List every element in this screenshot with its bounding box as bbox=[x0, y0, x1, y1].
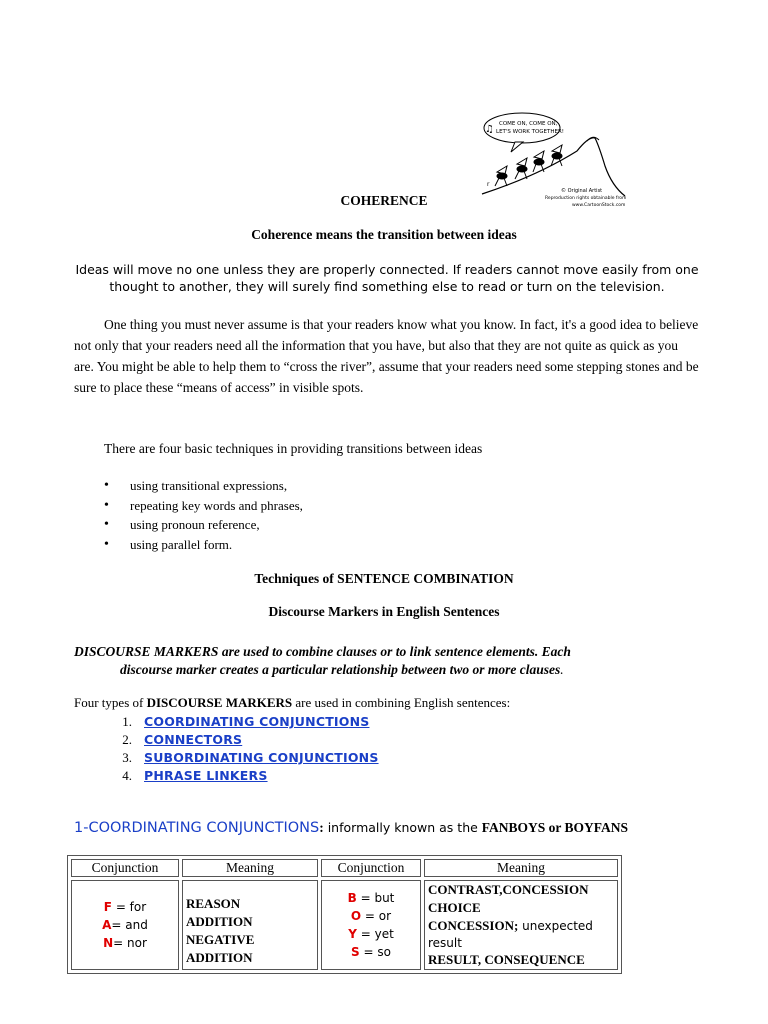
letter-b: B bbox=[347, 891, 357, 905]
types-intro-prefix: Four types of bbox=[74, 695, 147, 710]
meaning-negative-addition: ADDITION bbox=[186, 950, 253, 965]
types-intro bbox=[74, 695, 510, 711]
page-subtitle: Coherence means the transition between ideas bbox=[251, 227, 517, 242]
cartoon-speech-line1: COME ON, COME ON, bbox=[499, 121, 558, 127]
cell-left-meanings bbox=[182, 880, 318, 970]
list-item: • using transitional expressions, bbox=[104, 476, 303, 496]
meaning-contrast: CONTRAST,CONCESSION bbox=[428, 882, 589, 897]
meaning-concession-bold: CONCESSION; bbox=[428, 918, 519, 933]
header-conjunction: Conjunction bbox=[71, 859, 179, 877]
link-subordinating-conjunctions[interactable]: SUBORDINATING CONJUNCTIONS bbox=[144, 750, 379, 765]
conj-a bbox=[75, 916, 175, 934]
techniques-intro: There are four basic techniques in providing transitions between ideas bbox=[104, 441, 483, 456]
letter-f: F bbox=[103, 900, 112, 914]
link-connectors[interactable]: CONNECTORS bbox=[144, 732, 243, 747]
cartoon-speech-line2: LET'S WORK TOGETHER! bbox=[496, 129, 565, 135]
techniques-list bbox=[104, 476, 303, 554]
conj-a-text: = and bbox=[111, 918, 148, 932]
list-item bbox=[96, 749, 379, 767]
letter-s: S bbox=[351, 945, 360, 959]
letter-y: Y bbox=[348, 927, 357, 941]
types-intro-bold: DISCOURSE MARKERS bbox=[146, 695, 293, 710]
meaning-concession bbox=[428, 917, 614, 935]
svg-text:♫: ♫ bbox=[485, 124, 494, 135]
cell-right-meanings bbox=[424, 880, 618, 970]
list-item: • using parallel form. bbox=[104, 535, 303, 555]
conj-o bbox=[325, 907, 417, 925]
conj-y-text: = yet bbox=[356, 927, 394, 941]
type-number: 4. bbox=[122, 768, 132, 783]
letter-n: N bbox=[103, 936, 114, 950]
meaning-concession-plain: unexpected bbox=[518, 919, 593, 933]
header-conjunction: Conjunction bbox=[321, 859, 421, 877]
meaning-choice: CHOICE bbox=[428, 900, 481, 915]
paragraph-readers: One thing you must never assume is that your readers know what you know. In fact, it's a good idea to believe not only that your readers need all the information that you have, but also that they are not quite as quick as you are. You might be able to help them to “cross the river”, assume that your readers need some stepping stones and be sure to place these “means of access” in visible spots. bbox=[74, 317, 699, 395]
conj-o-text: = or bbox=[361, 909, 392, 923]
list-item: • repeating key words and phrases, bbox=[104, 496, 303, 516]
cartoon-credit-3: www.CartoonStock.com bbox=[572, 203, 626, 208]
meaning-negative: NEGATIVE bbox=[186, 932, 255, 947]
heading-discourse-markers: Discourse Markers in English Sentences bbox=[268, 604, 500, 619]
table-header-row bbox=[71, 859, 618, 877]
section-coordinating-conjunctions bbox=[74, 818, 714, 838]
conj-s-text: = so bbox=[359, 945, 391, 959]
conj-f-text: = for bbox=[112, 900, 147, 914]
section-fanboys: FANBOYS or BOYFANS bbox=[481, 820, 629, 835]
discourse-marker-types-list bbox=[96, 713, 379, 785]
link-phrase-linkers[interactable]: PHRASE LINKERS bbox=[144, 768, 268, 783]
conj-f bbox=[75, 898, 175, 916]
list-item bbox=[96, 731, 379, 749]
page-title: COHERENCE bbox=[340, 193, 428, 208]
letter-o: O bbox=[350, 909, 362, 923]
meaning-result-lower: result bbox=[428, 936, 462, 950]
meaning-result-consequence: RESULT, CONSEQUENCE bbox=[428, 952, 585, 967]
section-heading: 1-COORDINATING CONJUNCTIONS bbox=[74, 820, 320, 836]
conj-n-text: = nor bbox=[113, 936, 147, 950]
heading-sentence-combination: Techniques of SENTENCE COMBINATION bbox=[254, 571, 514, 586]
types-intro-suffix: are used in combining English sentences: bbox=[292, 695, 511, 710]
type-number: 1. bbox=[122, 714, 132, 729]
cartoon-credit-1: © Original Artist bbox=[561, 188, 603, 194]
section-middle: informally known as the bbox=[323, 820, 482, 835]
cartoon-credit-2: Reproduction rights obtainable from bbox=[545, 196, 627, 201]
definition-line-2 bbox=[74, 661, 700, 679]
type-number: 2. bbox=[122, 732, 132, 747]
intro-paragraph: Ideas will move no one unless they are properly connected. If readers cannot move easily from one thought to another, they will surely find something else to read or turn on the television. bbox=[75, 262, 699, 294]
header-meaning: Meaning bbox=[424, 859, 618, 877]
definition-line-2-text: discourse marker creates a particular relationship between two or more clauses bbox=[120, 662, 561, 677]
conj-s bbox=[325, 943, 417, 961]
letter-a: A bbox=[102, 918, 112, 932]
definition-period: . bbox=[560, 662, 564, 677]
conj-b bbox=[325, 889, 417, 907]
discourse-markers-definition bbox=[74, 643, 700, 679]
conj-n bbox=[75, 934, 175, 952]
conjunctions-table bbox=[67, 855, 622, 974]
header-meaning: Meaning bbox=[182, 859, 318, 877]
table-row bbox=[71, 880, 618, 970]
list-item: • using pronoun reference, bbox=[104, 515, 303, 535]
cell-left-conjunctions bbox=[71, 880, 179, 970]
link-coordinating-conjunctions[interactable]: COORDINATING CONJUNCTIONS bbox=[144, 714, 370, 729]
definition-line-1: DISCOURSE MARKERS are used to combine clauses or to link sentence elements. Each bbox=[74, 644, 571, 659]
conj-y bbox=[325, 925, 417, 943]
meaning-reason: REASON bbox=[186, 896, 241, 911]
list-item bbox=[96, 767, 379, 785]
list-item bbox=[96, 713, 379, 731]
meaning-addition: ADDITION bbox=[186, 914, 253, 929]
cell-right-conjunctions bbox=[321, 880, 421, 970]
type-number: 3. bbox=[122, 750, 132, 765]
conj-b-text: = but bbox=[356, 891, 395, 905]
svg-text:r: r bbox=[487, 181, 490, 188]
section-colon: : bbox=[319, 820, 324, 835]
